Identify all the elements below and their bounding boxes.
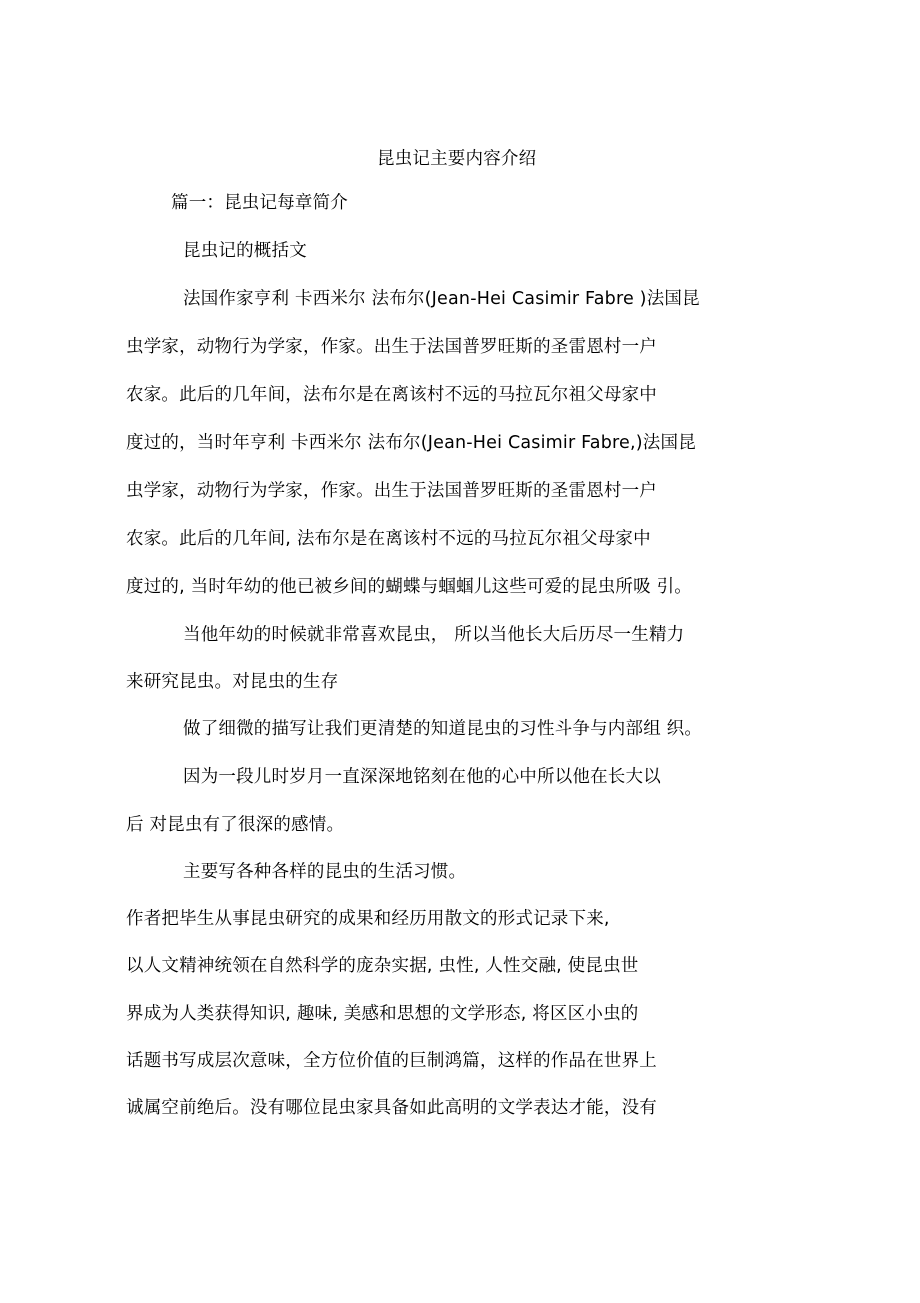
section-heading: 篇一：昆虫记每章简介 <box>171 193 348 213</box>
body-line: 后 对昆虫有了很深的感情。 <box>126 815 345 835</box>
body-line: 虫学家，动物行为学家，作家。出生于法国普罗旺斯的圣雷恩村一户 <box>126 337 657 357</box>
body-line: 主要写各种各样的昆虫的生活习惯。 <box>183 862 467 882</box>
body-line: 话题书写成层次意味，全方位价值的巨制鸿篇，这样的作品在世界上 <box>126 1051 657 1071</box>
body-line: 界成为人类获得知识, 趣味, 美感和思想的文学形态, 将区区小虫的 <box>126 1004 639 1024</box>
document-title: 昆虫记主要内容介绍 <box>377 149 537 169</box>
body-line: 度过的，当时年亨利 卡西米尔 法布尔(Jean-Hei Casimir Fabre,)法国昆 <box>126 433 696 453</box>
body-line: 以人文精神统领在自然科学的庞杂实据, 虫性, 人性交融, 使昆虫世 <box>126 956 639 976</box>
body-line: 来研究昆虫。对昆虫的生存 <box>126 672 339 692</box>
body-line: 虫学家，动物行为学家，作家。出生于法国普罗旺斯的圣雷恩村一户 <box>126 481 657 501</box>
body-line: 当他年幼的时候就非常喜欢昆虫， 所以当他长大后历尽一生精力 <box>183 625 685 645</box>
body-line: 农家。此后的几年间，法布尔是在离该村不远的马拉瓦尔祖父母家中 <box>126 385 657 405</box>
body-line: 农家。此后的几年间, 法布尔是在离该村不远的马拉瓦尔祖父母家中 <box>126 529 651 549</box>
body-line: 法国作家亨利 卡西米尔 法布尔(Jean-Hei Casimir Fabre )法国昆 <box>183 289 700 309</box>
body-line: 作者把毕生从事昆虫研究的成果和经历用散文的形式记录下来, <box>126 909 610 929</box>
body-line: 做了细微的描写让我们更清楚的知道昆虫的习性斗争与内部组 织。 <box>183 719 703 739</box>
body-line: 因为一段儿时岁月一直深深地铭刻在他的心中所以他在长大以 <box>183 767 661 787</box>
body-line: 度过的, 当时年幼的他已被乡间的蝴蝶与蝈蝈儿这些可爱的昆虫所吸 引。 <box>126 577 692 597</box>
body-line: 诚属空前绝后。没有哪位昆虫家具备如此高明的文学表达才能，没有 <box>126 1098 657 1118</box>
subheading: 昆虫记的概括文 <box>183 241 307 261</box>
